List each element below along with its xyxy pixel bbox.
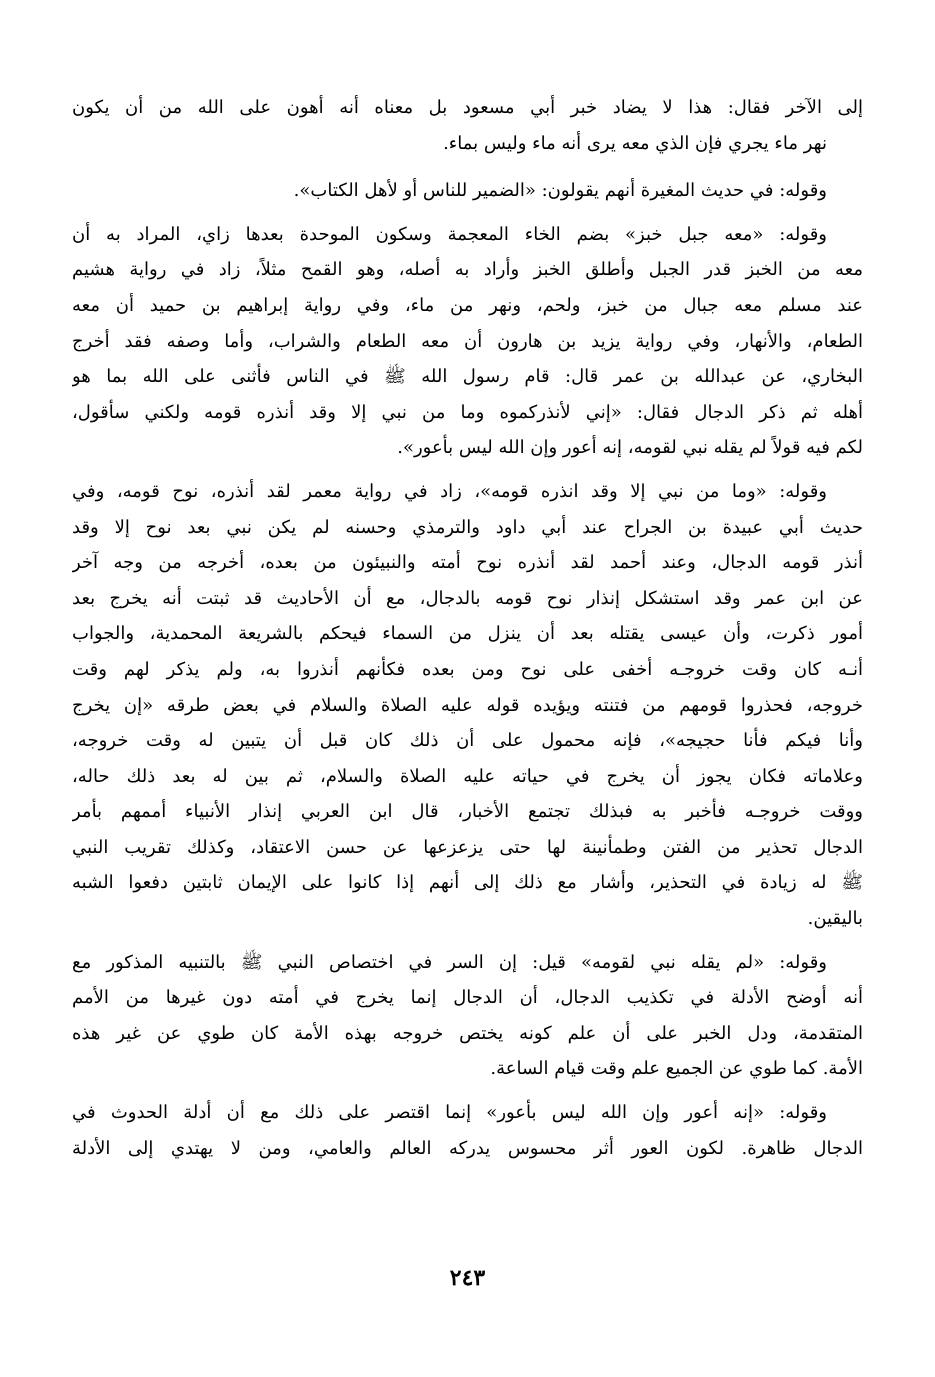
text-line: الأمة. كما طوي عن الجميع علم وقت قيام الساعة.: [490, 1058, 863, 1080]
text-line: وقوله: «معه جبل خبز» بضم الخاء المعجمة وسكون الموحدة بعدها زاي، المراد به أن: [72, 223, 827, 245]
text-line: عن ابن عمر وقد استشكل إنذار نوح قومه بالدجال، مع أن الأحاديث قد ثبتت أنه يخرج بعد: [72, 587, 863, 609]
text-line: أنذر قومه الدجال، وعند أحمد لقد أنذره نوح أمته والنبيئون من بعده، أخرجه من وجه آخر: [72, 552, 863, 574]
text-line: وقوله: «وما من نبي إلا وقد انذره قومه»، زاد في رواية معمر لقد أنذره، نوح قومه، وفي: [72, 480, 827, 502]
text-line: أهله ثم ذكر الدجال فقال: «إني لأنذركموه وما من نبي إلا وقد أنذره قومه ولكني سأقول،: [72, 401, 863, 423]
page-body: [72, 90, 863, 1166]
text-line: باليقين.: [807, 908, 863, 930]
text-line: عند مسلم معه جبال من خبز، ولحم، ونهر من ماء، وفي رواية إبراهيم بن حميد أن معه: [72, 294, 863, 316]
paragraph-4: [72, 474, 863, 937]
text-line: وقوله: في حديث المغيرة أنهم يقولون: «الضمير للناس أو لأهل الكتاب».: [293, 180, 827, 202]
text-line: لكم فيه قولاً لم يقله نبي لقومه، إنه أعور وإن الله ليس بأعور».: [397, 437, 863, 459]
text-line: المتقدمة، ودل الخبر على أن علم كونه يختص خروجه بهذه الأمة كان طوي عن غير هذه: [72, 1022, 863, 1044]
text-line: ﷺ له زيادة في التحذير، وأشار مع ذلك إلى أنهم إذا كانوا على الإيمان ثابتين دفعوا الشبه: [72, 872, 863, 894]
paragraph-gap: [72, 1087, 863, 1095]
text-line: وقوله: «إنه أعور وإن الله ليس بأعور» إنما اقتصر على ذلك مع أن أدلة الحدوث في: [72, 1102, 827, 1124]
paragraph-6: [72, 1095, 863, 1166]
text-line: وعلاماته فكان يجوز أن يخرج في حياته عليه الصلاة والسلام، ثم بين له بعد ذلك حاله،: [72, 765, 863, 787]
paragraph-gap: [72, 466, 863, 474]
text-line: نهر ماء يجري فإن الذي معه يرى أنه ماء وليس بماء.: [443, 132, 827, 154]
paragraph-5: [72, 945, 863, 1087]
text-line: خروجه، فحذروا قومهم من فتنته ويؤيده قوله عليه الصلاة والسلام في بعض طرقه «إن يخرج: [72, 694, 863, 716]
text-line: البخاري، عن عبدالله بن عمر قال: قام رسول الله ﷺ في الناس فأثنى على الله بما هو: [72, 366, 863, 388]
page-number: ٢٤٣: [449, 1265, 486, 1291]
paragraph-1: [72, 90, 863, 161]
paragraph-3: [72, 217, 863, 466]
paragraph-gap: [72, 937, 863, 945]
text-line: إلى الآخر فقال: هذا لا يضاد خبر أبي مسعود بل معناه أنه أهون على الله من أن يكون: [72, 97, 863, 118]
text-line: أنـه كان وقت خروجـه أخفى على نوح ومن بعده فكأنهم أنذروا به، ولم يذكر لهم وقت: [72, 658, 863, 680]
text-line: ووقت خروجـه فأخبر به فبذلك تجتمع الأخبار، قال ابن العربي إنذار الأنبياء أممهم بأمر: [72, 801, 863, 823]
text-line: معه من الخبز قدر الجبل وأطلق الخبز وأراد به أصله، وهو القمح مثلاً، زاد في رواية هشيم: [72, 259, 863, 281]
text-line: الدجال ظاهرة. لكون العور أثر محسوس يدركه العالم والعامي، ومن لا يهتدي إلى الأدلة: [72, 1137, 863, 1159]
text-line: أنه أوضح الأدلة في تكذيب الدجال، أن الدجال إنما يخرج في أمته دون غيرها من الأمم: [72, 987, 863, 1009]
text-line: وقوله: «لم يقله نبي لقومه» قيل: إن السر في اختصاص النبي ﷺ بالتنبيه المذكور مع: [72, 951, 827, 973]
paragraph-gap: [72, 161, 863, 173]
text-line: أمور ذكرت، وأن عيسى يقتله بعد أن ينزل من السماء فيحكم بالشريعة المحمدية، والجواب: [72, 623, 863, 645]
paragraph-gap: [72, 209, 863, 217]
paragraph-2: [72, 173, 863, 209]
text-line: وأنا فيكم فأنا حجيجه»، فإنه محمول على أن ذلك كان قبل أن يتبين له وقت خروجه،: [72, 730, 863, 752]
text-line: الطعام، والأنهار، وفي رواية يزيد بن هارون أن معه الطعام والشراب، وأما وصفه فقد أخرج: [72, 330, 863, 352]
text-line: الدجال تحذير من الفتن وطمأنينة لها حتى يزعزعها عن حسن الاعتقاد، وكذلك تقريب النبي: [72, 836, 863, 858]
text-line: حديث أبي عبيدة بن الجراح عند أبي داود والترمذي وحسنه لم يكن نبي بعد نوح إلا وقد: [72, 516, 863, 538]
